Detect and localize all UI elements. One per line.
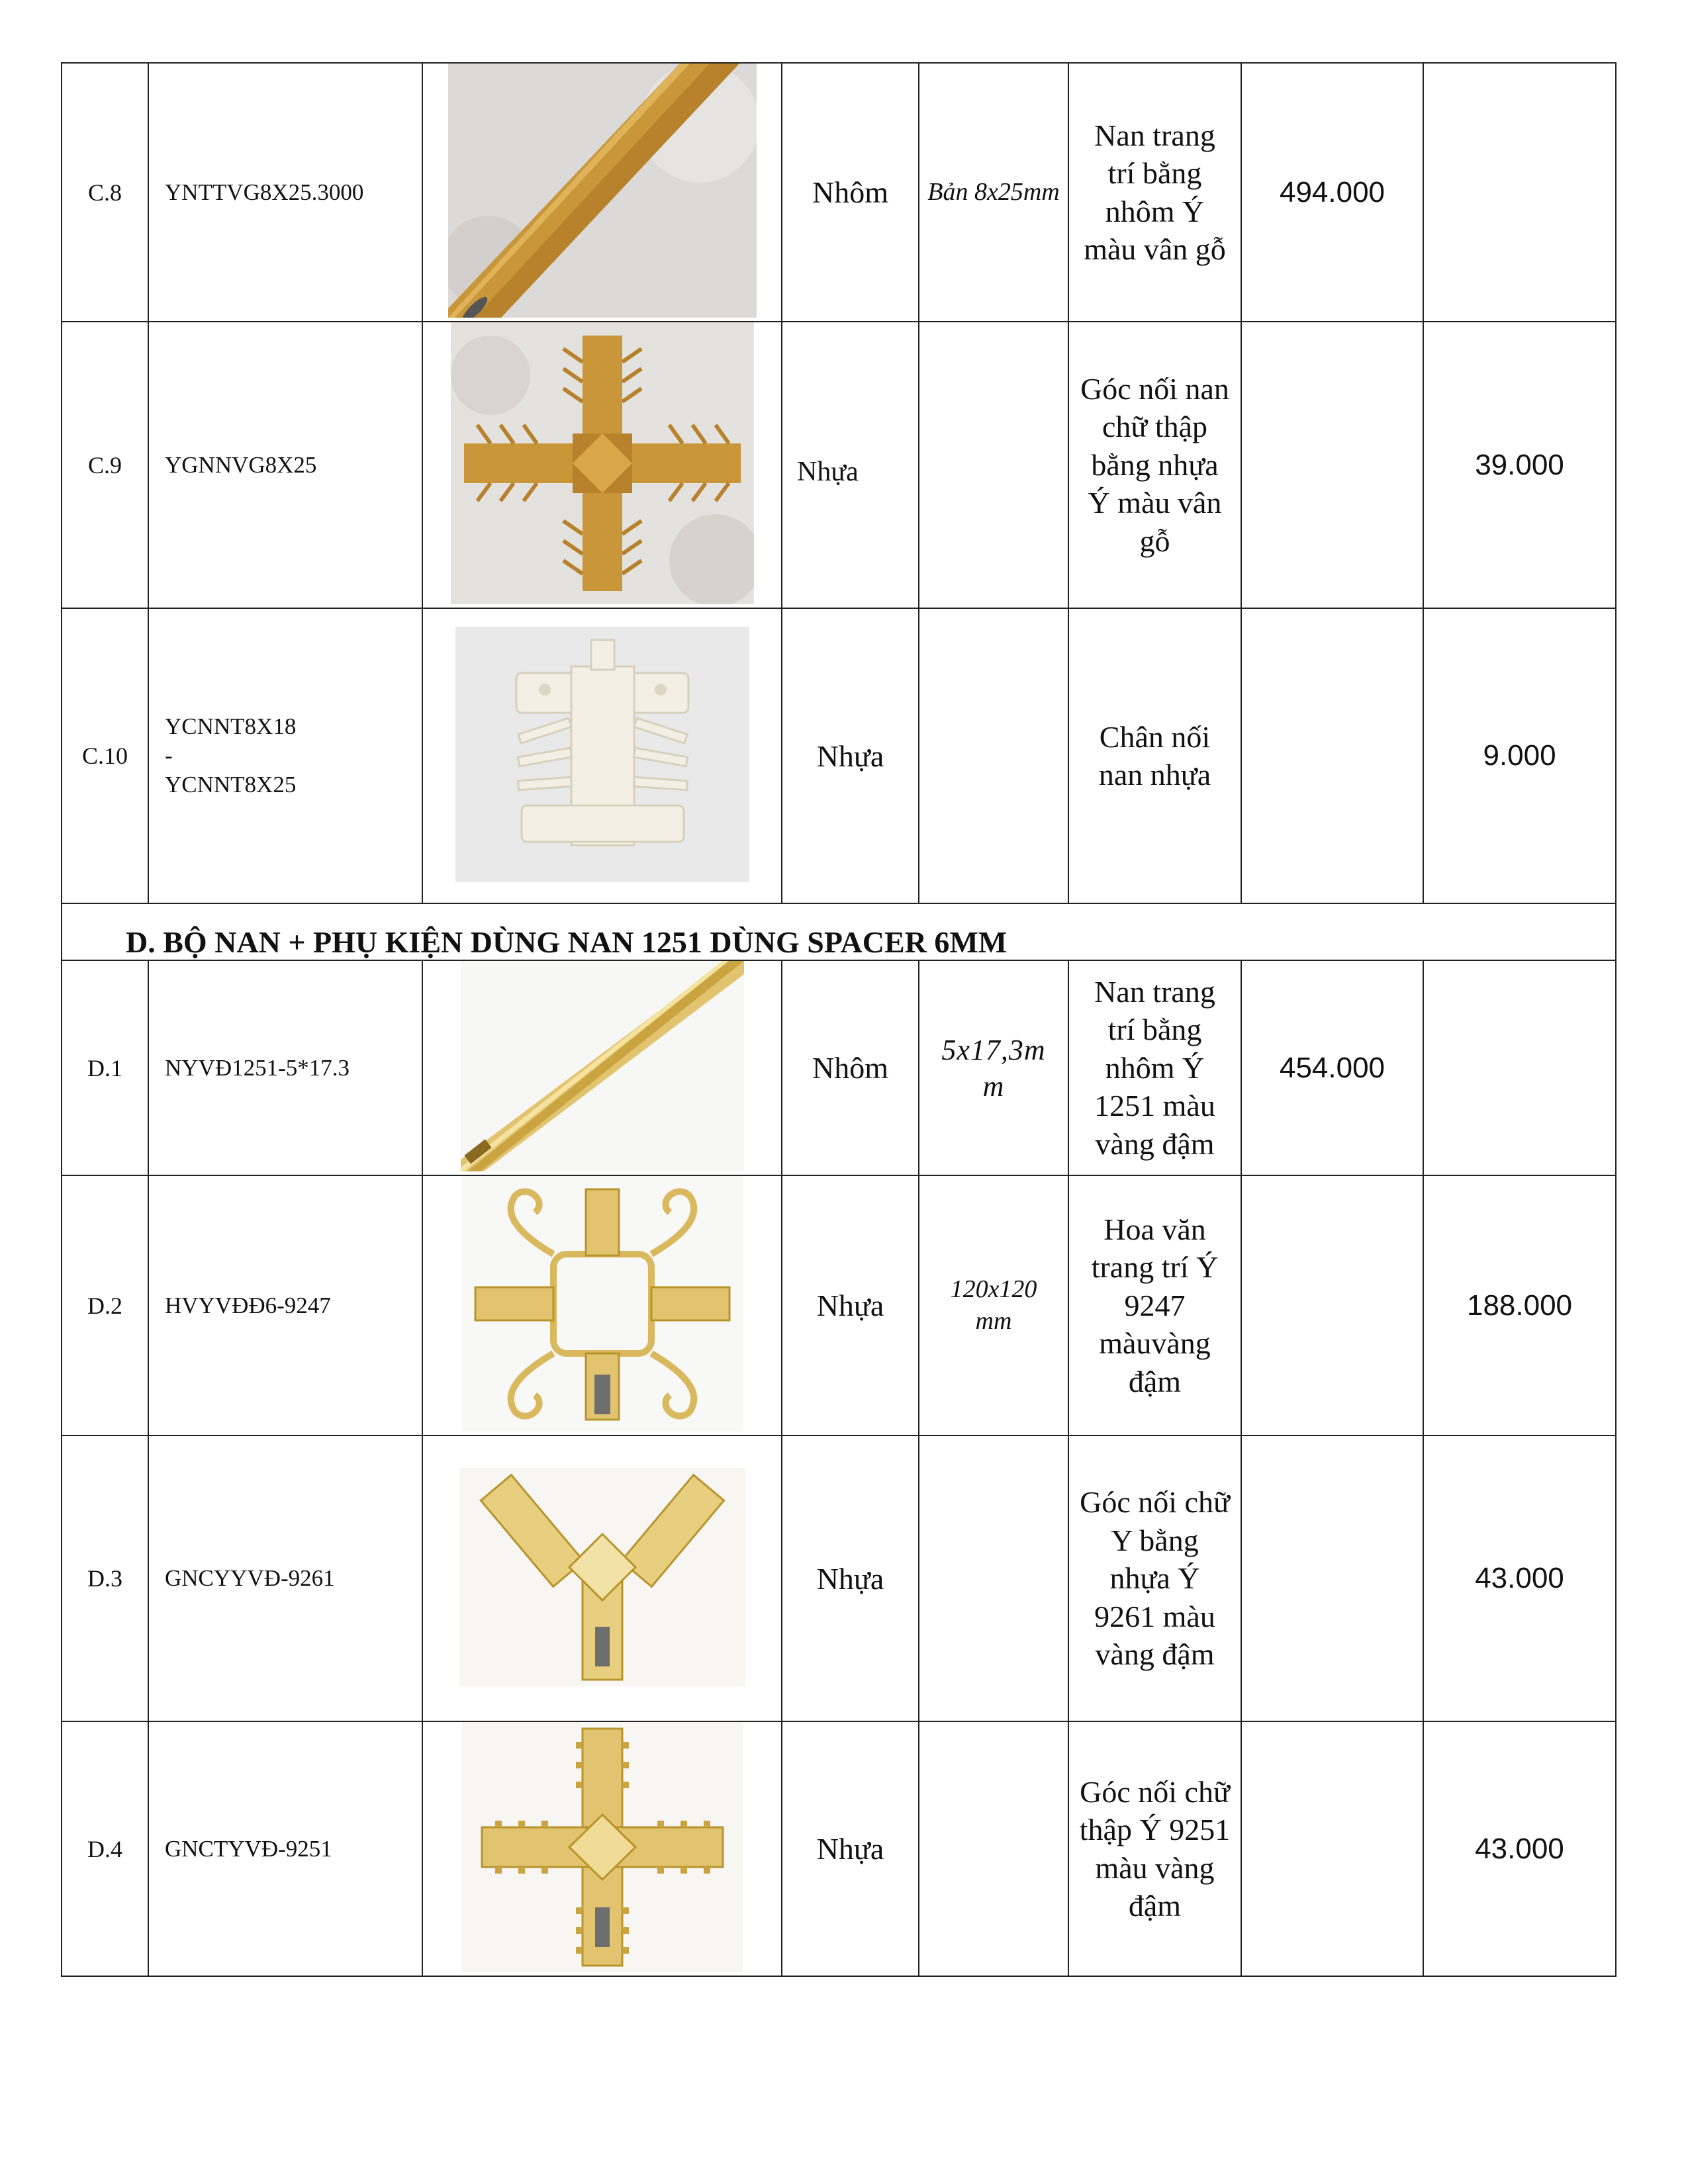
price (1241, 1175, 1423, 1435)
price-alt: 39.000 (1423, 322, 1616, 608)
description: Nan trang trí bằng nhôm Ý màu vân gỗ (1068, 63, 1241, 322)
product-image-cell (422, 1721, 782, 1976)
y-connector-image (459, 1468, 745, 1686)
section-title: D. BỘ NAN + PHỤ KIỆN DÙNG NAN 1251 DÙNG SPACER 6MM (62, 903, 1616, 960)
product-code: NYVĐ1251-5*17.3 (148, 960, 422, 1175)
gold-cross-connector-image (462, 1722, 743, 1972)
product-table (61, 62, 1617, 1977)
row-index: C.10 (62, 608, 148, 903)
price (1241, 1721, 1423, 1976)
product-code: YCNNT8X25 (165, 771, 297, 797)
price-alt: 43.000 (1423, 1721, 1616, 1976)
table-row (62, 322, 1616, 608)
price (1241, 608, 1423, 903)
material: Nhựa (782, 1175, 919, 1435)
material: Nhựa (782, 322, 919, 608)
ornament-image (462, 1176, 743, 1432)
price: 494.000 (1241, 63, 1423, 322)
row-index: C.9 (62, 322, 148, 608)
product-image-cell (422, 608, 782, 903)
size-cell (919, 960, 1068, 1175)
product-image-cell (422, 63, 782, 322)
product-image-cell (422, 1435, 782, 1721)
size (919, 1721, 1068, 1976)
price-alt (1423, 960, 1616, 1175)
plastic-foot-image (455, 627, 749, 882)
size-unit: mm (975, 1306, 1012, 1335)
cross-connector-image (451, 322, 754, 604)
table-row (62, 1435, 1616, 1721)
material: Nhựa (782, 1435, 919, 1721)
table-row (62, 960, 1616, 1175)
description: Hoa văn trang trí Ý 9247 màuvàng đậm (1068, 1175, 1241, 1435)
material: Nhôm (782, 960, 919, 1175)
product-code-separator: - (165, 743, 173, 769)
material: Nhựa (782, 1721, 919, 1976)
price-alt: 9.000 (1423, 608, 1616, 903)
product-code: GNCTYVĐ-9251 (148, 1721, 422, 1976)
price-alt (1423, 63, 1616, 322)
table-row (62, 1721, 1616, 1976)
table-row (62, 1175, 1616, 1435)
row-index: C.8 (62, 63, 148, 322)
size: Bản 8x25mm (919, 63, 1068, 322)
description: Góc nối nan chữ thập bằng nhựa Ý màu vân gỗ (1068, 322, 1241, 608)
gold-strip-image (461, 961, 744, 1171)
price: 454.000 (1241, 960, 1423, 1175)
material: Nhôm (782, 63, 919, 322)
size (919, 608, 1068, 903)
description: Chân nối nan nhựa (1068, 608, 1241, 903)
product-code: YGNNVG8X25 (148, 322, 422, 608)
table-row (62, 608, 1616, 903)
row-index: D.3 (62, 1435, 148, 1721)
product-image-cell (422, 1175, 782, 1435)
table-row (62, 63, 1616, 322)
row-index: D.1 (62, 960, 148, 1175)
size: 5x17,3m (941, 1033, 1046, 1066)
price-alt: 188.000 (1423, 1175, 1616, 1435)
size: 120x120 (950, 1275, 1037, 1303)
description: Góc nối chữ Y bằng nhựa Ý 9261 màu vàng đậm (1068, 1435, 1241, 1721)
description: Góc nối chữ thập Ý 9251 màu vàng đậm (1068, 1721, 1241, 1976)
size (919, 322, 1068, 608)
product-code-cell (148, 608, 422, 903)
description: Nan trang trí bằng nhôm Ý 1251 màu vàng đậm (1068, 960, 1241, 1175)
product-image-cell (422, 960, 782, 1175)
price (1241, 322, 1423, 608)
price-alt: 43.000 (1423, 1435, 1616, 1721)
product-code: GNCYYVĐ-9261 (148, 1435, 422, 1721)
product-code: YCNNT8X18 (165, 713, 297, 740)
row-index: D.2 (62, 1175, 148, 1435)
size (919, 1435, 1068, 1721)
product-code: YNTTVG8X25.3000 (148, 63, 422, 322)
row-index: D.4 (62, 1721, 148, 1976)
material: Nhựa (782, 608, 919, 903)
price (1241, 1435, 1423, 1721)
wood-strip-image (448, 64, 757, 318)
product-image-cell (422, 322, 782, 608)
size-unit: m (982, 1069, 1005, 1103)
size-cell (919, 1175, 1068, 1435)
section-row (62, 903, 1616, 960)
product-code: HVYVĐĐ6-9247 (148, 1175, 422, 1435)
